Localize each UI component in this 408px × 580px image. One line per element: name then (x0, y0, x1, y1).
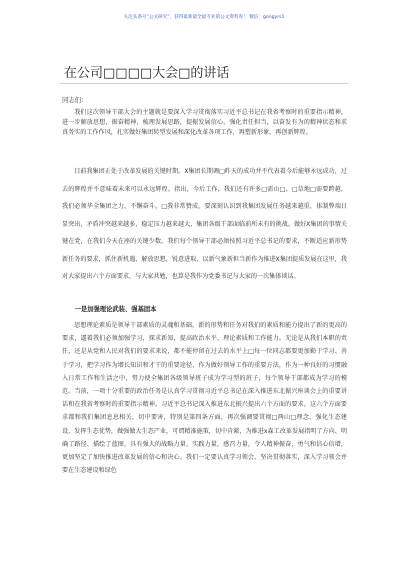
section-paragraph-block (62, 319, 347, 477)
paragraph-1: 我们这次领导干部大会的主题就是要深入学习贯彻落实习近平总书记在我省考察时的重要指示精神，进一步解放思想，振奋精神，梳理发展思路，提振发展信心，强化责任担当，以奋发有为的精神状态和求真务实的工作作风，扎实做好集团转型发展和深化改革各项工作，再塑新形象，再创新辉煌。 (62, 109, 347, 136)
section-paragraph-1: 思想理论素质是领导干部素质的灵魂和基础，新的形势和任务对我们的素质和能力提出了新的更高的要求，逼着我们必须加强学习，探求新知，提高政治水平、理论素质和工作能力。无论是从我们本职的责任，还是从党和人民对我们的要求来说，都不能停留在过去的水平上□每一位同志都要更加勤于学习、善于学习，把学习作为增长知识和才干的重要途径，作为做好领导工作的重要方法，作为一种良好的习惯融入日常工作和生活之中，努力使全集团各级领导班子成为学习型的班子，每个领导干部都成为学习的模范。当前，一项十分重要的政治任务是认真学习贯彻习近平总书记在深入推进东北振兴座谈会上的重要讲话和在我省考察时的重要指示精神。习近平总书记深入推进东北振兴提出六个方面的要求。这六个方面要求都和我们集团息息相关，切中要害，特别是第四条方面，再次强调要贯彻□两山□理念，强化生态建设，发挥生态优势，做强做大生态产业，可谓精准施策，切中肯綮，为推进x森工改革发展指明了方向、明确了路径、描绘了蓝图，具有强大的战略力量、实践力量，感召力量，令人精神振奋，勇气和信心倍增，更加坚定了加快推进改革发展的信心和决心。我们一定要认真学习领会、坚决贯彻落实，深入学习领会并要在生态建设和绿色 (62, 322, 347, 475)
section-heading: 一是加强理论武装、强基固本 (74, 306, 157, 313)
page-title: 在公司□□□□大会□的讲话 (64, 66, 230, 81)
context-paragraph-block (62, 163, 347, 286)
intro-paragraph-block (62, 108, 347, 138)
salutation: 同志们： (62, 96, 88, 104)
paragraph-2: 目前我集团正处于改革发展的关键时期。X集团长期调□昨天的成功并不代表着今后能够永远成功，过去的辉煌并不意味着未来可以永远辉煌。指出，今后工作，我们还有许多□需山□、□草地□需要跨越，我们必须毕全集团之力，不懈奋斗。□我非常赞成。要深刻认识到我集团发展任务越来越重，体制弊端日显突出，矛盾冲突越来越多，稳定压力越来越大，集团各级干部面临前所未有的挑战。做好X集团的事情关键在党，在我们今天在座的关键少数。我们每个领导干部必须按照习近平总书记的要求，不断适应新形势新任务的要求，抓住新机遇，解放思想，锐意进取，以新气象新担当新作为推进X集团提质发展在这里，我对大家提出六个方面要求，与大家共勉，也算是我作为党委书记与大家的一次集体谈话。 (62, 168, 347, 280)
title-divider (60, 83, 348, 84)
header-promo-note: 关注头条号“公文研究”，获得最新最全最专业的公文资料库！ 微信：gongyrs1 (123, 15, 285, 20)
